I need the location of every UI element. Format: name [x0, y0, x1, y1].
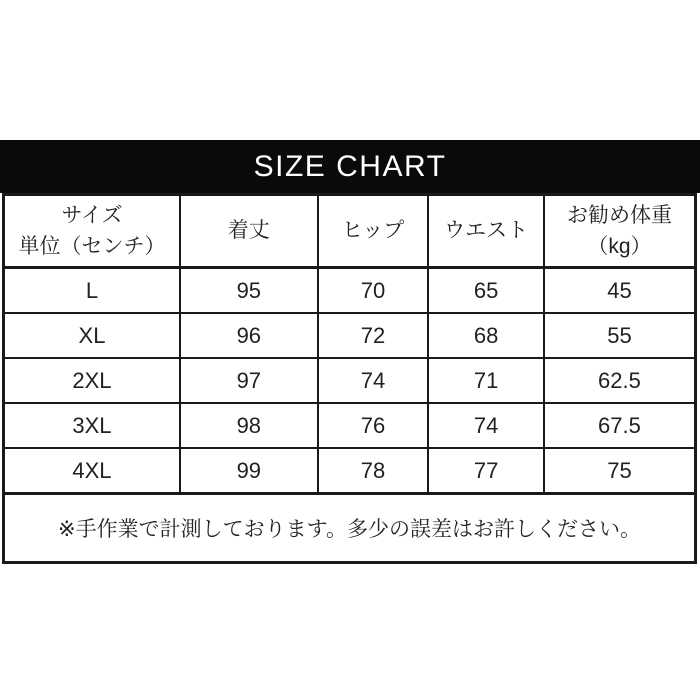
column-header-size-line1: サイズ: [61, 203, 123, 227]
measurement-note: ※手作業で計測しております。多少の誤差はお許しください。: [4, 494, 696, 563]
table-row-2xl: [4, 358, 696, 403]
column-header-size: [4, 195, 180, 268]
page-title: SIZE CHART: [253, 149, 447, 183]
table-note-row: [4, 494, 696, 563]
cell-hip: 74: [318, 358, 429, 403]
column-header-weight: [544, 195, 696, 268]
cell-waist: 68: [428, 313, 544, 358]
column-header-size-line2: 単位（センチ）: [18, 235, 166, 258]
cell-waist: 71: [428, 358, 544, 403]
cell-weight: 67.5: [544, 403, 696, 448]
cell-length: 98: [180, 403, 318, 448]
column-header-hip: ヒップ: [318, 195, 429, 268]
cell-size: 2XL: [4, 358, 180, 403]
title-banner: [0, 140, 700, 193]
cell-length: 96: [180, 313, 318, 358]
size-table: [2, 193, 697, 564]
column-header-weight-line2: （kg）: [587, 235, 652, 258]
cell-length: 97: [180, 358, 318, 403]
cell-hip: 70: [318, 268, 429, 314]
table-row-4xl: [4, 448, 696, 494]
cell-size: 3XL: [4, 403, 180, 448]
cell-waist: 65: [428, 268, 544, 314]
table-header-row: [4, 195, 696, 268]
cell-size: L: [4, 268, 180, 314]
cell-hip: 72: [318, 313, 429, 358]
cell-size: XL: [4, 313, 180, 358]
cell-length: 95: [180, 268, 318, 314]
table-row-l: [4, 268, 696, 314]
cell-size: 4XL: [4, 448, 180, 494]
cell-weight: 62.5: [544, 358, 696, 403]
column-header-weight-line1: お勧め体重: [566, 203, 672, 227]
column-header-waist: ウエスト: [428, 195, 544, 268]
cell-weight: 55: [544, 313, 696, 358]
cell-length: 99: [180, 448, 318, 494]
cell-hip: 78: [318, 448, 429, 494]
table-row-xl: [4, 313, 696, 358]
cell-hip: 76: [318, 403, 429, 448]
column-header-length: 着丈: [180, 195, 318, 268]
cell-weight: 45: [544, 268, 696, 314]
cell-waist: 77: [428, 448, 544, 494]
cell-waist: 74: [428, 403, 544, 448]
cell-weight: 75: [544, 448, 696, 494]
table-row-3xl: [4, 403, 696, 448]
